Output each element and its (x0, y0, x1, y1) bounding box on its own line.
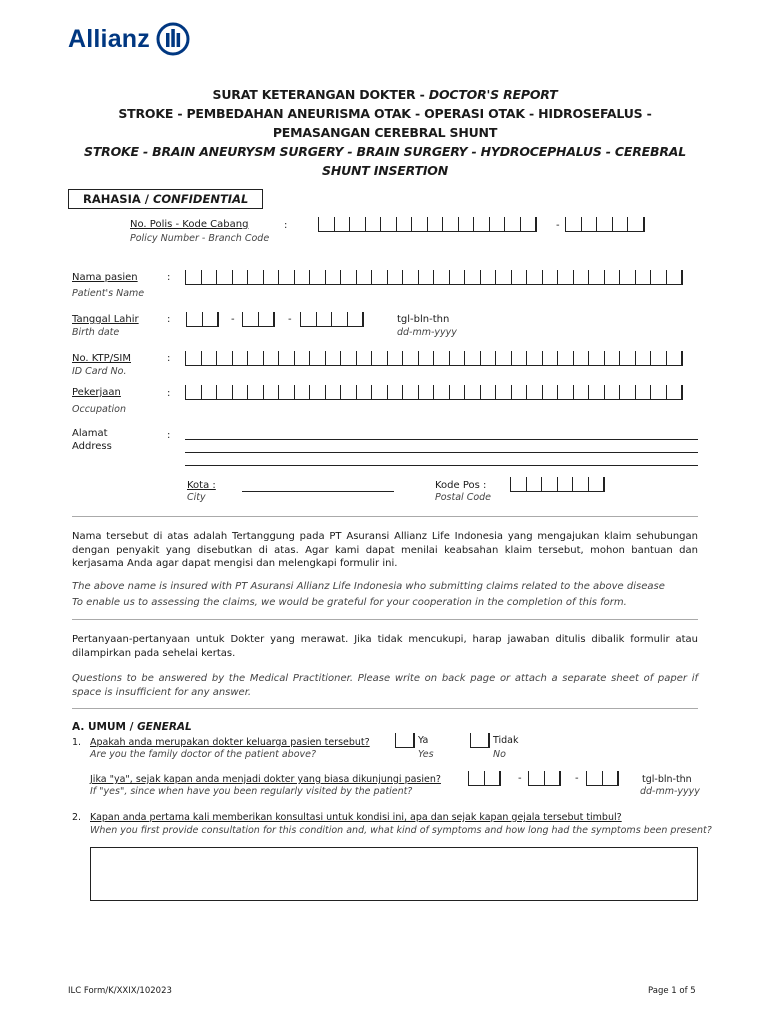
section-a-title-en: GENERAL (137, 721, 192, 733)
occupation-sublabel: Occupation (72, 404, 126, 415)
postal-code-input[interactable] (510, 477, 605, 492)
patient-name-input[interactable] (185, 270, 683, 285)
city-input[interactable] (242, 491, 394, 492)
q1-dash-2: - (575, 773, 579, 784)
birth-month-input[interactable] (242, 312, 275, 327)
birth-dash-2: - (288, 314, 292, 325)
address-label: Alamat (72, 428, 108, 439)
patient-name-sublabel: Patient's Name (72, 288, 145, 299)
policy-label: No. Polis - Kode Cabang (130, 219, 249, 230)
birth-day-input[interactable] (186, 312, 219, 327)
id-card-colon: : (167, 353, 171, 364)
title-line3: PEMASANGAN CEREBRAL SHUNT (272, 125, 498, 140)
id-card-sublabel: ID Card No. (72, 366, 127, 377)
q2-text-en: When you first provide consultation for this condition and, what kind of symptoms and how long had the symptoms been present? (90, 825, 712, 836)
address-colon: : (167, 430, 171, 441)
q1-format-label: tgl-bln-thn (642, 774, 692, 785)
postal-label: Kode Pos : (435, 480, 487, 491)
confidential-label (68, 189, 263, 209)
q1-no-sublabel: No (493, 749, 506, 760)
address-line-2[interactable] (185, 452, 698, 453)
q1-text-en: Are you the family doctor of the patient above? (90, 749, 317, 760)
id-card-input[interactable] (185, 351, 683, 366)
occupation-label: Pekerjaan (72, 387, 121, 398)
birth-date-label: Tanggal Lahir (72, 314, 139, 325)
branch-code-input[interactable] (565, 217, 645, 232)
address-sublabel: Address (72, 441, 112, 452)
birth-date-colon: : (167, 314, 171, 325)
title-line1-id: SURAT KETERANGAN DOKTER - (212, 87, 429, 102)
q1-yes-sublabel: Yes (418, 749, 434, 760)
q1-dash-1: - (518, 773, 522, 784)
divider-1 (72, 516, 698, 517)
brand-name: Allianz (68, 24, 150, 53)
q2-answer-box[interactable] (90, 847, 698, 901)
report-title (40, 85, 730, 180)
title-line2: STROKE - PEMBEDAHAN ANEURISMA OTAK - OPERASI OTAK - HIDROSEFALUS - (118, 106, 652, 121)
form-code: ILC Form/K/XXIX/102023 (68, 986, 172, 996)
birth-date-sublabel: Birth date (72, 327, 120, 338)
q1-since-month-input[interactable] (528, 771, 561, 786)
id-card-label: No. KTP/SIM (72, 353, 131, 364)
title-line4: STROKE - BRAIN ANEURYSM SURGERY - BRAIN SURGERY - HYDROCEPHALUS - CEREBRAL (84, 144, 686, 159)
q1-no-label: Tidak (493, 735, 519, 746)
q1-yes-checkbox[interactable] (395, 733, 415, 748)
policy-sublabel: Policy Number - Branch Code (130, 233, 270, 244)
city-sublabel: City (187, 492, 206, 503)
q1-format-sublabel: dd-mm-yyyy (640, 786, 700, 797)
q2-number: 2. (72, 812, 82, 823)
q1-yes-label: Ya (418, 735, 429, 746)
occupation-input[interactable] (185, 385, 683, 400)
address-line-1[interactable] (185, 439, 698, 440)
allianz-eagle-icon (156, 22, 190, 56)
page-number: Page 1 of 5 (648, 986, 696, 996)
confidential-en: CONFIDENTIAL (152, 192, 249, 206)
patient-name-label: Nama pasien (72, 272, 138, 283)
birth-year-input[interactable] (300, 312, 364, 327)
birth-format-label: tgl-bln-thn (397, 314, 450, 325)
instructions-id: Pertanyaan-pertanyaan untuk Dokter yang merawat. Jika tidak mencukupi, harap jawaban ditulis dibalik formulir atau dilampirkan pada sehelai kertas. (72, 634, 698, 659)
policy-dash: - (556, 220, 560, 231)
divider-2 (72, 619, 698, 620)
q1-follow-id: Jika "ya", sejak kapan anda menjadi dokter yang biasa dikunjungi pasien? (90, 774, 441, 785)
city-label: Kota : (187, 480, 216, 491)
section-a-title-id: A. UMUM / (72, 721, 138, 733)
allianz-logo (68, 22, 190, 56)
address-line-3[interactable] (185, 465, 698, 466)
policy-colon: : (284, 220, 288, 231)
section-a-title (72, 721, 192, 733)
q1-number: 1. (72, 737, 82, 748)
q1-no-checkbox[interactable] (470, 733, 490, 748)
q1-since-year-input[interactable] (586, 771, 619, 786)
intro-text-id: Nama tersebut di atas adalah Tertanggung pada PT Asuransi Allianz Life Indonesia yang mengajukan klaim sehubungan dengan penyakit yang disebutkan di atas. Agar kami dapat menilai keabsahan klaim tersebut, mohon bantuan dan kerjasama Anda agar dapat mengisi dan melengkapi formulir ini. (72, 531, 698, 569)
intro-text-en-1: The above name is insured with PT Asuransi Allianz Life Indonesia who submitting claims related to the above disease (72, 581, 665, 592)
confidential-id: RAHASIA / (83, 192, 153, 206)
patient-name-colon: : (167, 272, 171, 283)
occupation-colon: : (167, 388, 171, 399)
q1-text-id: Apakah anda merupakan dokter keluarga pasien tersebut? (90, 737, 370, 748)
birth-dash-1: - (231, 314, 235, 325)
title-line1-en: DOCTOR'S REPORT (428, 87, 558, 102)
postal-sublabel: Postal Code (435, 492, 492, 503)
q1-follow-en: If "yes", since when have you been regularly visited by the patient? (90, 786, 413, 797)
intro-text-en-2: To enable us to assessing the claims, we would be grateful for your cooperation in the completion of this form. (72, 597, 627, 608)
divider-3 (72, 708, 698, 709)
instructions-en: Questions to be answered by the Medical Practitioner. Please write on back page or attach a separate sheet of paper if space is insufficient for any answer. (72, 673, 698, 698)
birth-format-sublabel: dd-mm-yyyy (397, 327, 457, 338)
title-line5: SHUNT INSERTION (322, 163, 448, 178)
q2-text-id: Kapan anda pertama kali memberikan konsultasi untuk kondisi ini, apa dan sejak kapan gejala tersebut timbul? (90, 812, 622, 823)
policy-number-input[interactable] (318, 217, 537, 232)
q1-since-day-input[interactable] (468, 771, 501, 786)
